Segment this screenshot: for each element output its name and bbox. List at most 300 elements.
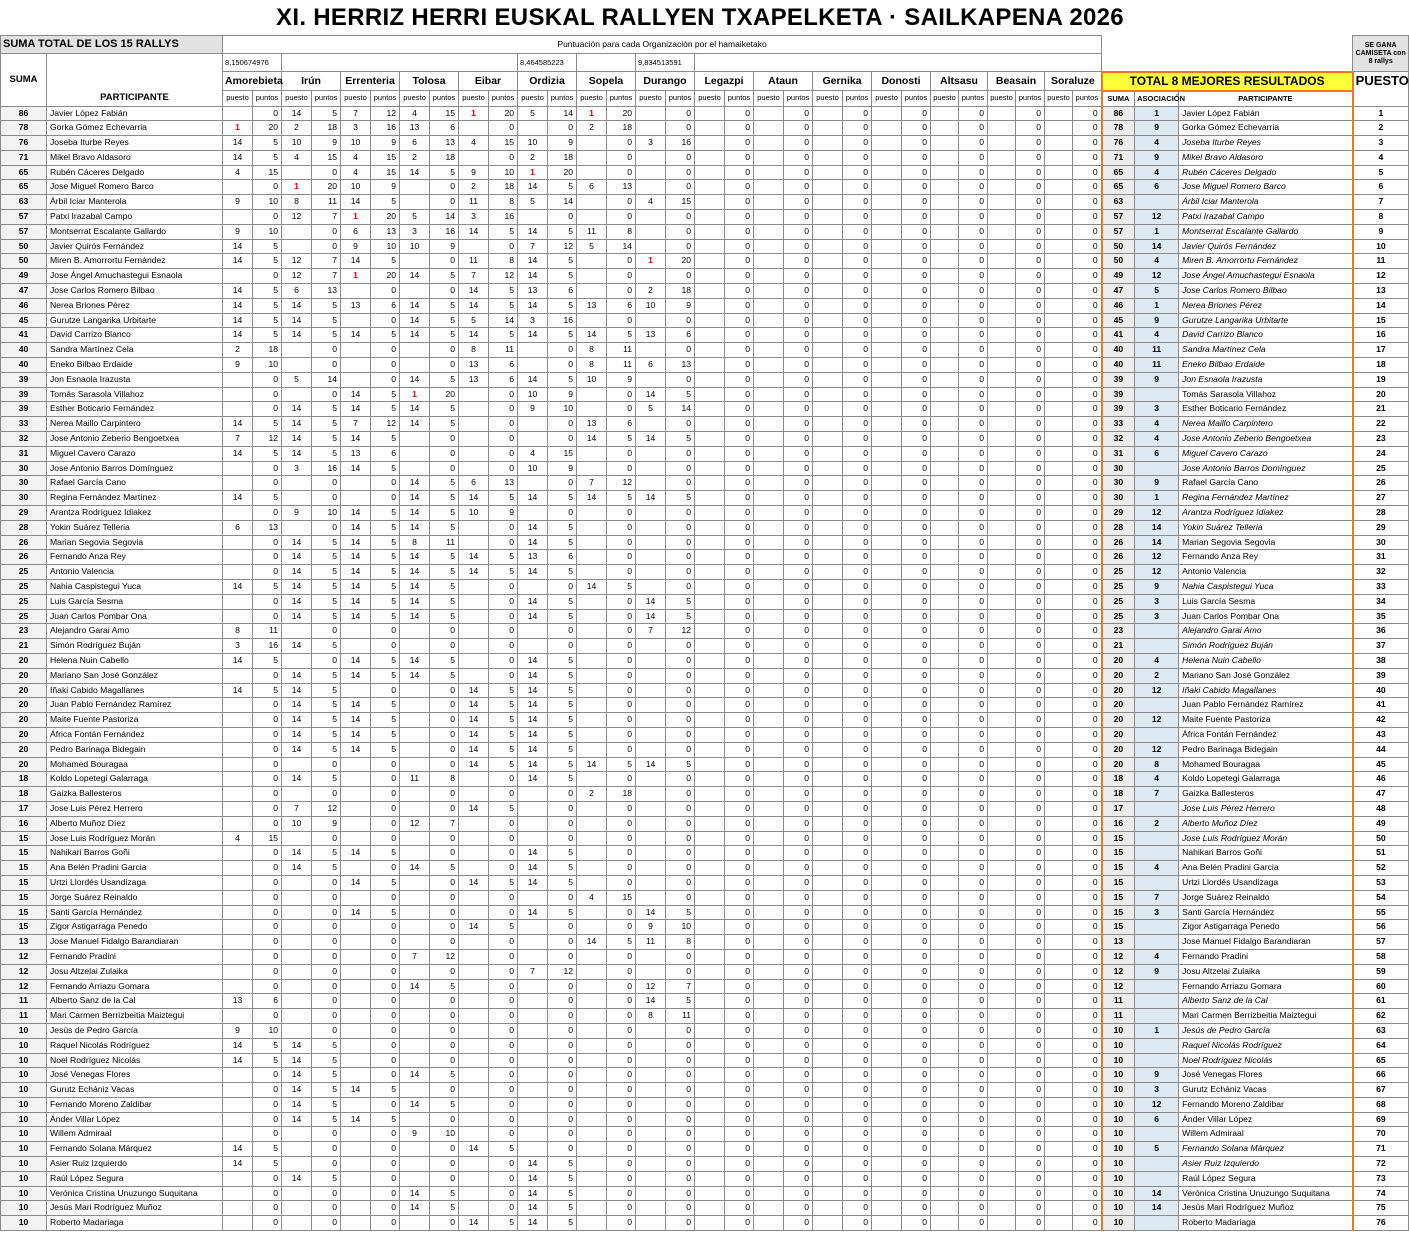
puntos-cell: 0 [1073, 239, 1102, 254]
total-participant-name: Mariano San José González [1179, 668, 1353, 683]
total-suma-cell: 11 [1102, 994, 1135, 1009]
puesto-cell [872, 165, 902, 180]
puntos-cell: 13 [430, 136, 459, 151]
puesto-cell: 7 [636, 624, 666, 639]
puesto-cell: 14 [400, 506, 430, 521]
puntos-cell: 0 [725, 1097, 754, 1112]
puesto-cell [1045, 920, 1073, 935]
puesto-cell: 14 [518, 653, 548, 668]
puesto-cell [695, 269, 725, 284]
puntos-cell: 5 [430, 328, 459, 343]
puesto-cell [754, 106, 784, 121]
puntos-cell: 0 [843, 653, 872, 668]
puesto-cell [754, 387, 784, 402]
puntos-cell: 0 [784, 121, 813, 136]
table-row [1, 890, 1409, 905]
puntos-cell: 5 [548, 269, 577, 284]
puesto-cell: 9 [223, 195, 253, 210]
suma-cell: 49 [1, 269, 47, 284]
puesto-cell [813, 506, 843, 521]
puntos-cell: 0 [843, 801, 872, 816]
puntos-cell: 5 [489, 298, 518, 313]
puntos-cell: 0 [902, 1157, 931, 1172]
puntos-cell: 0 [959, 1009, 988, 1024]
puntos-cell: 5 [548, 1171, 577, 1186]
puesto-cell [459, 668, 489, 683]
puntos-cell: 0 [666, 772, 695, 787]
puesto-cell [931, 653, 959, 668]
puntos-cell: 0 [725, 432, 754, 447]
puesto-cell [988, 1068, 1016, 1083]
puntos-cell: 0 [843, 224, 872, 239]
puntos-cell: 0 [548, 949, 577, 964]
table-row [1, 254, 1409, 269]
puntos-subheader: puntos [253, 91, 282, 107]
puesto-cell: 14 [223, 284, 253, 299]
puesto-cell [400, 639, 430, 654]
puesto-cell [754, 1127, 784, 1142]
puesto-cell [1045, 520, 1073, 535]
puesto-cell [988, 979, 1016, 994]
puntos-cell: 5 [548, 565, 577, 580]
puntos-cell: 10 [253, 358, 282, 373]
asociacion-cell [1135, 1038, 1179, 1053]
puntos-cell: 0 [666, 1038, 695, 1053]
puesto-cell [459, 831, 489, 846]
puntos-cell: 5 [489, 757, 518, 772]
puntos-cell: 0 [843, 387, 872, 402]
puntos-cell: 0 [959, 210, 988, 225]
puesto-final-cell: 52 [1353, 861, 1409, 876]
puntos-cell: 0 [666, 446, 695, 461]
puntos-cell: 5 [253, 1142, 282, 1157]
puesto-cell [636, 772, 666, 787]
total-participant-name: Noel Rodríguez Nicolás [1179, 1053, 1353, 1068]
puesto-cell [988, 624, 1016, 639]
puntos-subheader: puntos [430, 91, 459, 107]
puntos-cell: 0 [1016, 446, 1045, 461]
asociacion-cell: 12 [1135, 506, 1179, 521]
participant-name: Raúl López Segura [47, 1171, 223, 1186]
puesto-cell [813, 831, 843, 846]
puesto-cell [813, 846, 843, 861]
puntos-cell: 5 [548, 727, 577, 742]
participant-name: Gorka Gómez Echevarria [47, 121, 223, 136]
puntos-cell: 6 [489, 372, 518, 387]
puntos-cell: 0 [725, 594, 754, 609]
puntos-cell: 5 [489, 727, 518, 742]
puesto-cell: 6 [223, 520, 253, 535]
puntos-cell: 0 [607, 964, 636, 979]
puntos-cell: 0 [1016, 653, 1045, 668]
asociacion-cell [1135, 875, 1179, 890]
puntos-cell: 5 [253, 328, 282, 343]
puntos-cell: 0 [371, 861, 400, 876]
puesto-final-cell: 8 [1353, 210, 1409, 225]
puesto-cell: 14 [223, 254, 253, 269]
puntos-cell: 0 [371, 816, 400, 831]
puesto-cell: 14 [518, 1157, 548, 1172]
total-suma-cell: 29 [1102, 506, 1135, 521]
puesto-final-cell: 64 [1353, 1038, 1409, 1053]
puesto-cell: 14 [341, 905, 371, 920]
puesto-final-cell: 75 [1353, 1201, 1409, 1216]
puntos-cell: 0 [1016, 624, 1045, 639]
puesto-cell [695, 1171, 725, 1186]
puesto-cell [754, 609, 784, 624]
org-header-14: Beasain [988, 72, 1045, 91]
puntos-cell: 0 [548, 1023, 577, 1038]
puntos-cell: 0 [959, 136, 988, 151]
puesto-cell [695, 964, 725, 979]
puntos-cell: 0 [784, 254, 813, 269]
puntos-cell: 0 [489, 831, 518, 846]
puesto-cell [754, 180, 784, 195]
puesto-final-cell: 53 [1353, 875, 1409, 890]
puesto-cell [872, 905, 902, 920]
puntos-cell: 0 [725, 713, 754, 728]
puntos-cell: 6 [607, 417, 636, 432]
puntos-cell: 18 [489, 180, 518, 195]
puesto-cell [695, 624, 725, 639]
puesto-cell [577, 920, 607, 935]
puesto-cell [813, 639, 843, 654]
participant-name: Juan Pablo Fernández Ramírez [47, 698, 223, 713]
puesto-cell [400, 1216, 430, 1231]
asociacion-cell [1135, 1157, 1179, 1172]
puesto-cell [695, 668, 725, 683]
participant-name: Nerea Briones Pérez [47, 298, 223, 313]
puntos-cell: 0 [1073, 254, 1102, 269]
puesto-cell [872, 920, 902, 935]
puntos-cell: 0 [1073, 150, 1102, 165]
puntos-cell: 0 [1016, 313, 1045, 328]
puntos-cell: 0 [1073, 1068, 1102, 1083]
puesto-cell: 14 [341, 846, 371, 861]
puesto-cell [636, 565, 666, 580]
total-participant-name: Nahia Caspistegui Yuca [1179, 580, 1353, 595]
puesto-cell [988, 491, 1016, 506]
puntos-cell: 0 [902, 121, 931, 136]
puntos-cell: 0 [843, 1201, 872, 1216]
puntos-cell: 0 [253, 757, 282, 772]
org-header-10: Ataun [754, 72, 813, 91]
puesto-cell: 14 [282, 1171, 312, 1186]
puntos-cell: 0 [902, 831, 931, 846]
puesto-cell: 14 [518, 224, 548, 239]
puesto-cell: 14 [341, 195, 371, 210]
puntos-cell: 5 [312, 639, 341, 654]
puntos-cell: 0 [430, 1216, 459, 1231]
puntos-cell: 5 [430, 550, 459, 565]
puntos-cell: 0 [1016, 298, 1045, 313]
total-participant-name: Joseba Iturbe Reyes [1179, 136, 1353, 151]
puntos-cell: 0 [784, 1186, 813, 1201]
puntos-cell: 0 [725, 106, 754, 121]
puntos-cell: 0 [902, 298, 931, 313]
puesto-cell: 14 [282, 594, 312, 609]
puesto-cell: 14 [636, 432, 666, 447]
puntos-cell: 5 [253, 446, 282, 461]
puntos-cell: 0 [725, 668, 754, 683]
puntos-cell: 0 [843, 1038, 872, 1053]
puesto-cell [754, 979, 784, 994]
puesto-cell [931, 210, 959, 225]
puntos-cell: 5 [312, 565, 341, 580]
puesto-cell [872, 417, 902, 432]
puesto-cell [695, 180, 725, 195]
puesto-cell [223, 1097, 253, 1112]
puntos-cell: 0 [607, 1171, 636, 1186]
suma-cell: 10 [1, 1097, 47, 1112]
puntos-cell: 12 [371, 417, 400, 432]
total-participant-name: Jon Esnaola Irazusta [1179, 372, 1353, 387]
puesto-cell [518, 1009, 548, 1024]
participant-name: Eneko Bilbao Erdaide [47, 358, 223, 373]
puesto-cell [695, 1201, 725, 1216]
puntos-cell: 0 [430, 831, 459, 846]
puntos-cell: 0 [489, 609, 518, 624]
puesto-cell [400, 787, 430, 802]
puntos-cell: 11 [253, 624, 282, 639]
puesto-cell [636, 1186, 666, 1201]
puntos-cell: 0 [843, 949, 872, 964]
puntos-cell: 5 [548, 180, 577, 195]
puesto-cell [223, 979, 253, 994]
puesto-cell [341, 920, 371, 935]
puntos-cell: 0 [1016, 402, 1045, 417]
puntos-cell: 0 [1016, 358, 1045, 373]
puesto-cell: 4 [282, 150, 312, 165]
table-row [1, 180, 1409, 195]
puesto-cell [872, 935, 902, 950]
puesto-cell: 14 [400, 979, 430, 994]
puntos-cell: 0 [253, 1216, 282, 1231]
puntos-cell: 0 [843, 609, 872, 624]
puntos-cell: 0 [253, 713, 282, 728]
puesto-cell [754, 683, 784, 698]
puesto-cell [636, 224, 666, 239]
puntos-cell: 5 [548, 772, 577, 787]
puntos-cell: 5 [548, 757, 577, 772]
participant-name: Jon Esnaola Irazusta [47, 372, 223, 387]
puesto-cell [988, 565, 1016, 580]
puntos-cell: 0 [253, 920, 282, 935]
puntos-cell: 0 [843, 1112, 872, 1127]
puesto-cell [872, 298, 902, 313]
puesto-cell [988, 269, 1016, 284]
puesto-cell: 1 [223, 121, 253, 136]
puntos-cell: 14 [312, 372, 341, 387]
total-suma-cell: 15 [1102, 920, 1135, 935]
puesto-cell [872, 210, 902, 225]
puesto-cell [636, 1157, 666, 1172]
puntos-cell: 0 [902, 742, 931, 757]
puesto-cell: 14 [636, 609, 666, 624]
puesto-cell [282, 920, 312, 935]
suma-cell: 86 [1, 106, 47, 121]
participant-name: Javier Quirós Fernández [47, 239, 223, 254]
puesto-cell [988, 639, 1016, 654]
puntos-cell: 0 [1073, 1127, 1102, 1142]
puntos-cell: 0 [371, 1097, 400, 1112]
puntos-cell: 0 [959, 698, 988, 713]
puntos-cell: 0 [430, 994, 459, 1009]
puesto-cell [577, 1083, 607, 1098]
puntos-cell: 0 [1073, 372, 1102, 387]
puesto-final-cell: 63 [1353, 1023, 1409, 1038]
puntos-cell: 5 [430, 861, 459, 876]
puntos-cell: 5 [430, 668, 459, 683]
asociacion-cell [1135, 1216, 1179, 1231]
puesto-cell: 1 [459, 106, 489, 121]
puntos-cell: 0 [1073, 757, 1102, 772]
puesto-cell [400, 432, 430, 447]
puntos-cell: 0 [725, 402, 754, 417]
puesto-final-cell: 71 [1353, 1142, 1409, 1157]
puesto-final-cell: 9 [1353, 224, 1409, 239]
puntos-cell: 0 [959, 506, 988, 521]
puesto-cell [459, 239, 489, 254]
puntos-cell: 5 [371, 713, 400, 728]
puntos-cell: 5 [548, 905, 577, 920]
puntos-cell: 0 [666, 639, 695, 654]
puesto-cell [695, 150, 725, 165]
puntos-cell: 5 [548, 328, 577, 343]
puntos-cell: 5 [430, 1097, 459, 1112]
puntos-cell: 0 [784, 372, 813, 387]
puntos-cell: 0 [1073, 727, 1102, 742]
puesto-final-cell: 46 [1353, 772, 1409, 787]
puesto-cell [813, 328, 843, 343]
puntos-cell: 5 [312, 328, 341, 343]
puesto-cell [988, 772, 1016, 787]
puesto-cell [813, 284, 843, 299]
puntos-cell: 0 [489, 905, 518, 920]
puesto-cell [813, 624, 843, 639]
table-row [1, 387, 1409, 402]
asociacion-cell [1135, 387, 1179, 402]
puesto-cell [813, 1171, 843, 1186]
participant-name: Mari Carmen Berrizbeitia Maiztegui [47, 1009, 223, 1024]
puesto-cell [341, 491, 371, 506]
puntos-cell: 0 [371, 358, 400, 373]
puesto-cell [577, 1127, 607, 1142]
puntos-cell: 0 [666, 165, 695, 180]
puesto-cell [872, 461, 902, 476]
puesto-cell: 12 [282, 254, 312, 269]
puntos-cell: 0 [1073, 1142, 1102, 1157]
puesto-cell [813, 417, 843, 432]
puesto-final-cell: 23 [1353, 432, 1409, 447]
puesto-cell: 14 [400, 491, 430, 506]
puntos-subheader: puntos [1073, 91, 1102, 107]
puesto-cell [931, 905, 959, 920]
puntos-cell: 0 [666, 846, 695, 861]
puntos-cell: 0 [430, 1053, 459, 1068]
puntos-cell: 0 [253, 550, 282, 565]
puntos-cell: 0 [843, 1023, 872, 1038]
puntos-cell: 0 [959, 150, 988, 165]
puesto-cell [813, 387, 843, 402]
puntos-cell: 0 [1073, 136, 1102, 151]
puesto-cell: 14 [282, 402, 312, 417]
puesto-cell [636, 683, 666, 698]
puesto-cell [459, 935, 489, 950]
puntos-cell: 0 [666, 121, 695, 136]
puesto-cell [636, 801, 666, 816]
puesto-cell [223, 713, 253, 728]
asociacion-cell: 1 [1135, 298, 1179, 313]
puesto-final-cell: 19 [1353, 372, 1409, 387]
suma-cell: 39 [1, 402, 47, 417]
puntos-cell: 0 [784, 565, 813, 580]
asociacion-cell: 14 [1135, 535, 1179, 550]
puntos-cell: 0 [1073, 594, 1102, 609]
puntos-cell: 0 [607, 816, 636, 831]
puesto-cell [988, 935, 1016, 950]
puntos-cell: 0 [959, 801, 988, 816]
puesto-cell [518, 816, 548, 831]
puntos-cell: 5 [312, 402, 341, 417]
puesto-final-cell: 51 [1353, 846, 1409, 861]
puntos-cell: 0 [666, 698, 695, 713]
puesto-cell [1045, 165, 1073, 180]
puesto-cell: 13 [518, 284, 548, 299]
puesto-cell [577, 846, 607, 861]
puntos-cell: 15 [607, 890, 636, 905]
total-participant-name: Urtzi Llordés Usandizaga [1179, 875, 1353, 890]
puntos-cell: 0 [843, 1127, 872, 1142]
table-row [1, 1157, 1409, 1172]
puesto-cell [518, 935, 548, 950]
puntos-cell: 0 [1016, 594, 1045, 609]
puesto-subheader: puesto [459, 91, 489, 107]
puntos-cell: 5 [666, 994, 695, 1009]
suma-cell: 25 [1, 565, 47, 580]
puesto-cell [754, 565, 784, 580]
table-row [1, 1083, 1409, 1098]
puntos-cell: 0 [902, 491, 931, 506]
puesto-cell: 14 [282, 1083, 312, 1098]
participant-name: Koldo Lopetegi Galarraga [47, 772, 223, 787]
puesto-cell [872, 372, 902, 387]
puntos-cell: 0 [1016, 609, 1045, 624]
puesto-cell [695, 1068, 725, 1083]
puntos-cell: 0 [725, 372, 754, 387]
puntos-cell: 0 [959, 121, 988, 136]
puntos-cell: 0 [1073, 121, 1102, 136]
puesto-cell [577, 165, 607, 180]
asociacion-cell [1135, 801, 1179, 816]
puesto-cell [577, 136, 607, 151]
puesto-cell [1045, 861, 1073, 876]
puntos-cell: 0 [784, 920, 813, 935]
total-suma-cell: 10 [1102, 1053, 1135, 1068]
puntos-cell: 5 [430, 653, 459, 668]
puntos-cell: 0 [725, 328, 754, 343]
puntos-cell: 0 [371, 964, 400, 979]
puesto-cell: 14 [636, 757, 666, 772]
table-row [1, 313, 1409, 328]
puesto-cell [400, 461, 430, 476]
puntos-cell: 0 [1073, 1097, 1102, 1112]
table-row [1, 165, 1409, 180]
total-suma-cell: 57 [1102, 224, 1135, 239]
puesto-cell [223, 535, 253, 550]
puesto-cell [813, 298, 843, 313]
puntos-cell: 20 [312, 180, 341, 195]
